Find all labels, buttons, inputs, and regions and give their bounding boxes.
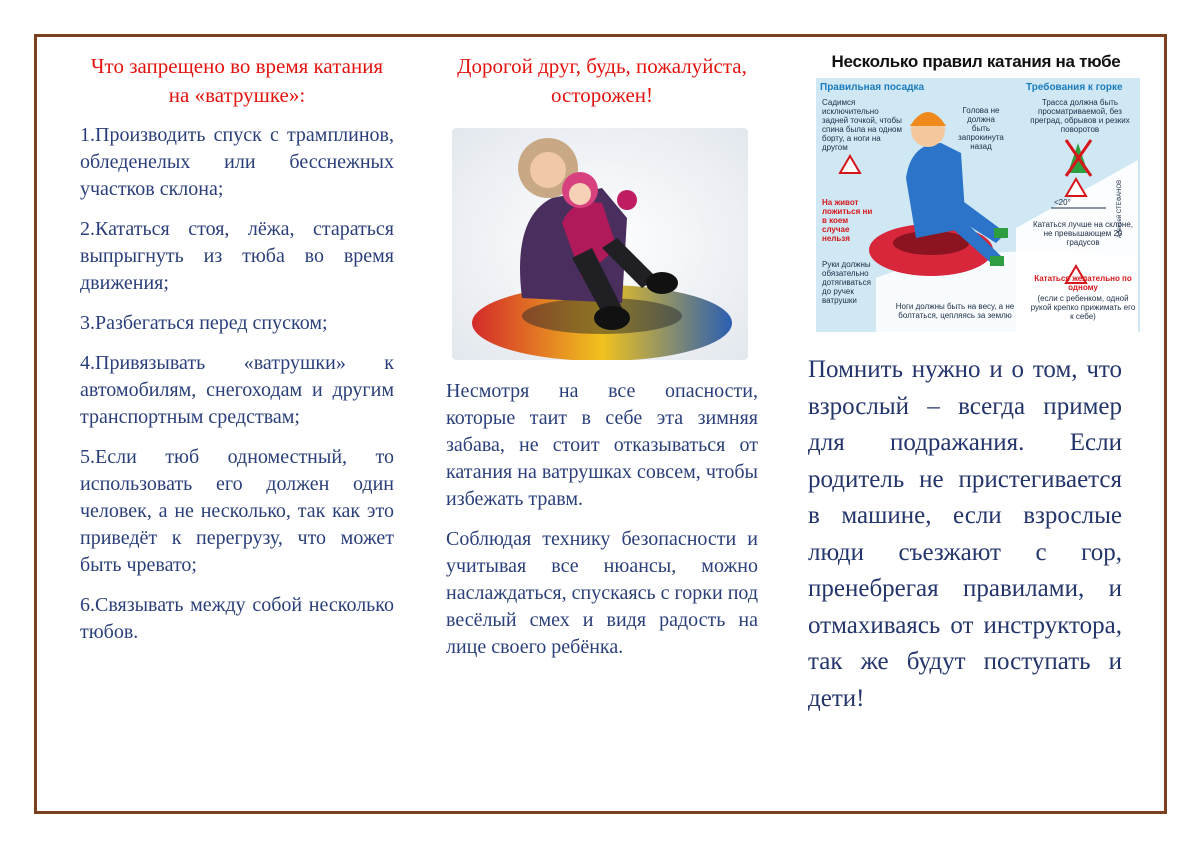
left-column	[80, 52, 394, 659]
seat-text: Садимся исключительно задней точкой, чтобы спина была на одном борту, а ноги на другом	[822, 98, 902, 152]
middle-title: Дорогой друг, будь, пожалуйста, осторожен!	[457, 54, 747, 107]
left-title: Что запрещено во время катания на «ватрушке»:	[90, 54, 384, 107]
correct-seat-heading: Правильная посадка	[820, 82, 925, 93]
rule-item-3: 3.Разбегаться перед спуском;	[80, 312, 328, 334]
middle-column	[446, 52, 758, 110]
infographic-title: Несколько правил катания на тюбе	[831, 52, 1121, 71]
right-column	[808, 352, 1122, 730]
slope-angle-text: Кататься лучше на склоне, не превышающем 20 градусов	[1032, 220, 1134, 247]
head-text: Голова не должна быть запрокинута назад	[958, 106, 1004, 151]
slope-requirements-heading: Требования к горке	[1026, 82, 1123, 93]
ride-alone-warning: Кататься желательно по одному	[1034, 274, 1132, 292]
infographic-panel	[816, 78, 1140, 332]
sledding-photo	[452, 128, 748, 360]
tube-rules-infographic	[812, 50, 1140, 332]
ride-alone-text: (если с ребенком, одной рукой крепко прижимать его к себе)	[1030, 294, 1136, 321]
middle-text	[446, 378, 758, 674]
rule-item-4: 4.Привязывать «ватрушки» к автомобилям, снегоходам и другим транспортным средствам;	[80, 352, 394, 428]
angle-label: <20°	[1054, 198, 1071, 207]
rule-item-1: 1.Производить спуск с трамплинов, обледенелых или бесснежных участков склона;	[80, 124, 394, 200]
right-paragraph: Помнить нужно и о том, что взрослый – всегда пример для подражания. Если родитель не пристегивается в машине, если взрослые люди съезжают с гор, пренебрегая правилами, и отмахиваясь от инструктора, так же будут поступать и дети!	[808, 356, 1122, 712]
middle-paragraph-2: Соблюдая технику безопасности и учитывая все нюансы, можно наслаждаться, спускаясь с горки под весёлый смех и видя радость на лице своего ребёнка.	[446, 528, 758, 658]
slope-visibility-text: Трасса должна быть просматриваемой, без преград, обрывов и резких поворотов	[1030, 98, 1130, 134]
sledding-photo-image	[452, 128, 748, 360]
legs-text: Ноги должны быть на весу, а не болтаться, цепляясь за землю	[895, 302, 1015, 320]
rule-item-5: 5.Если тюб одноместный, то использовать его должен один человек, а не несколько, так как это приведёт к перегрузу, что может быть чревато;	[80, 446, 394, 576]
middle-paragraph-1: Несмотря на все опасности, которые таит в себе эта зимняя забава, не стоит отказываться от катания на ватрушках совсем, чтобы избежать травм.	[446, 380, 758, 510]
rule-item-2: 2.Кататься стоя, лёжа, стараться выпрыгнуть из тюба во время движения;	[80, 218, 394, 294]
rule-item-6: 6.Связывать между собой несколько тюбов.	[80, 594, 394, 643]
hands-text: Руки должны обязательно дотягиваться до ручек ватрушки	[822, 260, 871, 305]
belly-warning: На живот ложиться ни в коем случае нельзя	[822, 198, 873, 243]
photo-credit: Алексей СТЕФАНОВ	[1117, 179, 1123, 238]
